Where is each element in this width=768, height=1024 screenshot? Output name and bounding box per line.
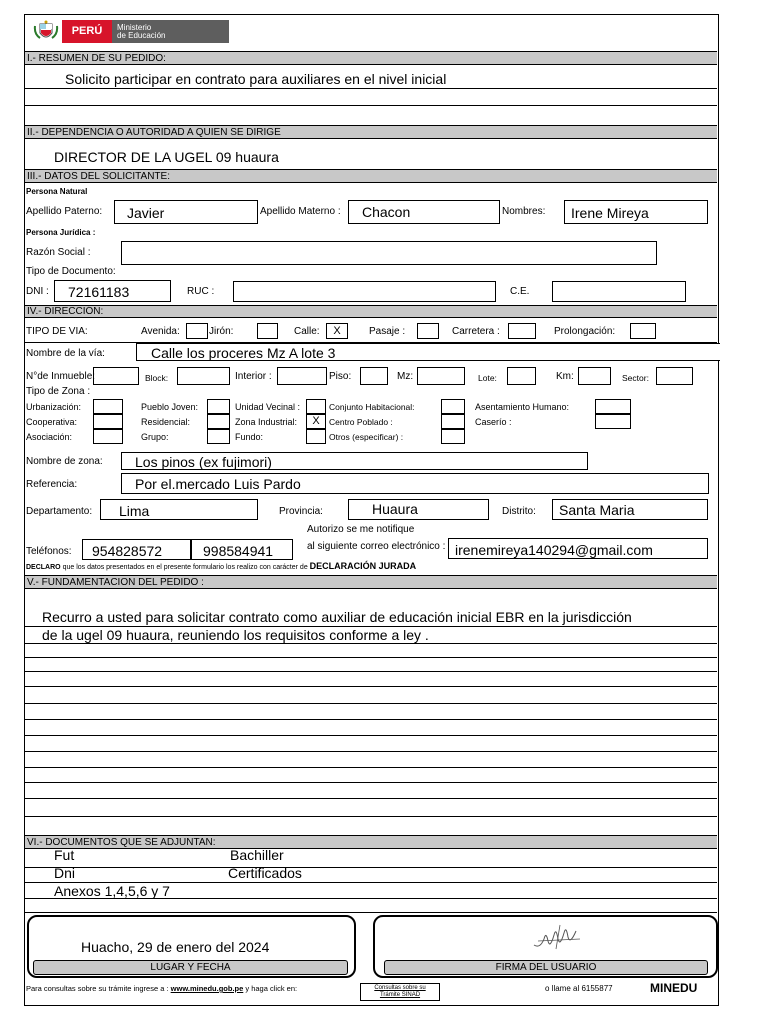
minedu-logo: [33, 20, 229, 43]
pueblo-joven-label: Pueblo Joven:: [141, 402, 199, 412]
juridica-label: Persona Jurídica :: [26, 228, 96, 237]
fundo-label: Fundo:: [235, 432, 264, 442]
via-name-value: Calle los proceres Mz A lote 3: [151, 345, 336, 361]
ministry-line1: Ministerio: [117, 23, 152, 32]
tipo-documento-label: Tipo de Documento:: [26, 266, 116, 277]
departamento-label: Departamento:: [26, 506, 93, 517]
tipo-via-label: TIPO DE VIA:: [26, 326, 88, 337]
fundamentacion-rule: [25, 657, 717, 658]
mz-field[interactable]: [417, 367, 465, 385]
zona-industrial-label: Zona Industrial:: [235, 417, 298, 427]
paterno-label: Apellido Paterno:: [26, 206, 103, 217]
km-field[interactable]: [578, 367, 611, 385]
autorizo-line1: Autorizo se me notifique: [307, 524, 415, 535]
declaro-prefix: DECLARO: [26, 564, 61, 571]
place-date-value[interactable]: Huacho, 29 de enero del 2024: [81, 939, 270, 955]
document-item: Anexos 1,4,5,6 y 7: [54, 883, 170, 899]
distrito-field[interactable]: [552, 499, 708, 520]
provincia-field[interactable]: [348, 499, 489, 520]
document-item: Certificados: [228, 865, 302, 881]
cooperativa-label: Cooperativa:: [26, 417, 78, 427]
unidad-vecinal-label: Unidad Vecinal :: [235, 402, 301, 412]
ruc-field[interactable]: [233, 281, 496, 302]
summary-line: [25, 105, 717, 106]
pasaje-checkbox[interactable]: [417, 323, 439, 339]
consult-suffix: y haga click en:: [243, 984, 298, 993]
zona-name-value: Los pinos (ex fujimori): [135, 454, 272, 470]
documents-rule: [25, 867, 717, 868]
section-applicant-header: III.- DATOS DEL SOLICITANTE:: [25, 169, 717, 183]
section-address-header: IV.- DIRECCIÓN:: [25, 305, 717, 318]
telefonos-label: Teléfonos:: [26, 546, 72, 557]
fundamentacion-rule: [25, 735, 717, 736]
sector-label: Sector:: [622, 373, 649, 383]
autorizo-line2: al siguiente correo electrónico :: [307, 541, 446, 552]
authority-text[interactable]: DIRECTOR DE LA UGEL 09 huaura: [54, 149, 279, 165]
asentamiento-checkbox[interactable]: [595, 399, 631, 414]
centro-poblado-label: Centro Poblado :: [329, 417, 393, 427]
sinad-line1: Consultas sobre su: [374, 985, 426, 991]
centro-poblado-extra-box[interactable]: [441, 414, 465, 429]
pasaje-label: Pasaje :: [369, 326, 406, 337]
minedu-link[interactable]: www.minedu.gob.pe: [170, 984, 244, 993]
referencia-label: Referencia:: [26, 479, 78, 490]
asociacion-checkbox[interactable]: [93, 429, 123, 444]
section-summary-header: I.- RESUMEN DE SU PEDIDO:: [25, 51, 717, 65]
jiron-checkbox[interactable]: [257, 323, 278, 339]
zona-name-label: Nombre de zona:: [26, 456, 103, 467]
ce-label: C.E.: [510, 286, 530, 297]
razon-social-field[interactable]: [121, 241, 657, 265]
via-name-label: Nombre de la vía:: [26, 348, 105, 359]
prolongacion-label: Prolongación:: [554, 326, 616, 337]
section-fundamentacion-header: V.- FUNDAMENTACION DEL PEDIDO :: [25, 575, 717, 589]
fundamentacion-rule: [25, 798, 717, 799]
ruc-label: RUC :: [187, 286, 215, 297]
sinad-line2: Trámite SINAD: [379, 992, 421, 998]
country-badge: PERÚ: [62, 20, 112, 43]
fundo-checkbox[interactable]: [306, 429, 326, 444]
carretera-label: Carretera :: [452, 326, 500, 337]
section-authority-header: II.- DEPENDENCIA O AUTORIDAD A QUIEN SE DIRIGE: [25, 125, 717, 139]
provincia-label: Provincia:: [279, 506, 323, 517]
fundamentacion-line1[interactable]: Recurro a usted para solicitar contrato como auxiliar de educación inicial EBR en la jurisdicción: [42, 609, 632, 625]
fundamentacion-rule: [25, 671, 717, 672]
fundamentacion-rule: [25, 782, 717, 783]
section-documents-header: VI.- DOCUMENTOS QUE SE ADJUNTAN:: [25, 835, 717, 849]
referencia-value: Por el.mercado Luis Pardo: [135, 476, 301, 492]
signature-label: FIRMA DEL USUARIO: [384, 960, 708, 975]
residencial-checkbox[interactable]: [207, 414, 230, 429]
ministry-line2: de Educación: [117, 31, 166, 40]
telefono1-field[interactable]: [82, 539, 191, 560]
paterno-field[interactable]: [114, 200, 258, 224]
distrito-value: Santa Maria: [559, 502, 635, 518]
fundamentacion-rule: [25, 643, 717, 644]
cooperativa-checkbox[interactable]: [93, 414, 123, 429]
ce-field[interactable]: [552, 281, 686, 302]
calle-checkbox[interactable]: X: [326, 323, 348, 339]
fundamentacion-rule: [25, 767, 717, 768]
nombres-value: Irene Mireya: [571, 205, 649, 221]
avenida-checkbox[interactable]: [186, 323, 208, 339]
natural-person-label: Persona Natural: [26, 187, 88, 196]
asentamiento-label: Asentamiento Humano:: [475, 402, 570, 412]
telefono2-field[interactable]: [191, 539, 293, 560]
prolongacion-checkbox[interactable]: [630, 323, 656, 339]
caserio-checkbox[interactable]: [595, 414, 631, 429]
referencia-field[interactable]: [121, 473, 709, 494]
telefono1-value: 954828572: [92, 543, 163, 559]
email-field[interactable]: [448, 538, 708, 559]
centro-poblado-checkbox[interactable]: X: [306, 414, 326, 429]
conjunto-checkbox[interactable]: [441, 399, 465, 414]
departamento-value: Lima: [119, 503, 150, 519]
fundamentacion-rule: [25, 751, 717, 752]
distrito-label: Distrito:: [502, 506, 536, 517]
departamento-field[interactable]: [100, 499, 258, 520]
mz-label: Mz:: [397, 371, 414, 382]
dni-label: DNI :: [26, 286, 49, 297]
lote-label: Lote:: [478, 373, 497, 383]
paterno-value: Javier: [127, 205, 165, 221]
fundamentacion-line2[interactable]: de la ugel 09 huaura, reuniendo los requisitos conforme a ley .: [42, 627, 429, 643]
fundamentacion-rule: [25, 816, 717, 817]
tipo-zona-label: Tipo de Zona :: [26, 386, 91, 397]
dni-value: 72161183: [68, 284, 130, 300]
document-item: Dni: [54, 865, 76, 881]
telefono2-value: 998584941: [203, 543, 274, 559]
ministry-badge: [112, 20, 229, 43]
km-label: Km:: [556, 371, 574, 382]
residencial-label: Residencial:: [141, 417, 191, 427]
declaro-bold: DECLARACIÓN JURADA: [309, 561, 417, 571]
documents-rule: [25, 912, 717, 913]
piso-label: Piso:: [329, 371, 352, 382]
declaration-text: [26, 561, 416, 571]
sector-field[interactable]: [656, 367, 693, 385]
calle-label: Calle:: [294, 326, 320, 337]
zona-name-field[interactable]: [121, 452, 588, 470]
grupo-label: Grupo:: [141, 432, 169, 442]
materno-label: Apellido Materno :: [260, 206, 341, 217]
avenida-label: Avenida:: [141, 326, 180, 337]
urbanizacion-checkbox[interactable]: [93, 399, 123, 414]
fundamentacion-rule: [25, 686, 717, 687]
materno-field[interactable]: [348, 200, 500, 224]
conjunto-label: Conjunto Habitacional:: [329, 402, 415, 412]
consult-prefix: Para consultas sobre su trámite ingrese a :: [26, 984, 171, 993]
declaro-body: que los datos presentados en el presente formulario los realizo con carácter de: [60, 564, 310, 571]
documents-rule: [25, 898, 717, 899]
inmueble-field[interactable]: [93, 367, 139, 385]
interior-label: Interior :: [235, 371, 272, 382]
materno-value: Chacon: [362, 204, 411, 220]
brand-text: MINEDU: [650, 981, 698, 995]
block-label: Block:: [145, 373, 169, 383]
grupo-checkbox[interactable]: [207, 429, 230, 444]
place-date-label: LUGAR Y FECHA: [33, 960, 348, 975]
document-item: Fut: [54, 847, 75, 863]
caserio-label: Caserío :: [475, 417, 512, 427]
otros-checkbox[interactable]: [441, 429, 465, 444]
summary-line: [25, 88, 717, 89]
interior-field[interactable]: [277, 367, 327, 385]
jiron-label: Jirón:: [209, 326, 234, 337]
asociacion-label: Asociación:: [26, 432, 73, 442]
nombres-field[interactable]: [564, 200, 708, 224]
phone-text: o llame al 6155877: [545, 984, 613, 993]
inmueble-label: N°de Inmueble:: [26, 371, 96, 382]
otros-label: Otros (especificar) :: [329, 432, 404, 442]
pueblo-joven-checkbox[interactable]: [207, 399, 230, 414]
fundamentacion-rule: [25, 703, 717, 704]
request-form: [24, 14, 719, 1006]
sinad-link[interactable]: [360, 983, 440, 1001]
fundamentacion-rule: [25, 719, 717, 720]
unidad-vecinal-checkbox[interactable]: [306, 399, 326, 414]
block-field[interactable]: [177, 367, 230, 385]
dni-field[interactable]: [54, 280, 171, 302]
via-name-field[interactable]: [136, 343, 720, 361]
signature-image: [530, 921, 586, 953]
summary-text[interactable]: Solicito participar en contrato para auxiliares en el nivel inicial: [65, 71, 447, 87]
coat-of-arms-icon: [33, 20, 59, 43]
email-value: irenemireya140294@gmail.com: [455, 542, 653, 558]
urbanizacion-label: Urbanización:: [26, 402, 82, 412]
lote-field[interactable]: [507, 367, 536, 385]
nombres-label: Nombres:: [502, 206, 546, 217]
razon-social-label: Razón Social :: [26, 247, 91, 258]
piso-field[interactable]: [360, 367, 388, 385]
document-item: Bachiller: [230, 847, 284, 863]
provincia-value: Huaura: [372, 501, 418, 517]
consult-text: [26, 984, 297, 993]
carretera-checkbox[interactable]: [508, 323, 536, 339]
